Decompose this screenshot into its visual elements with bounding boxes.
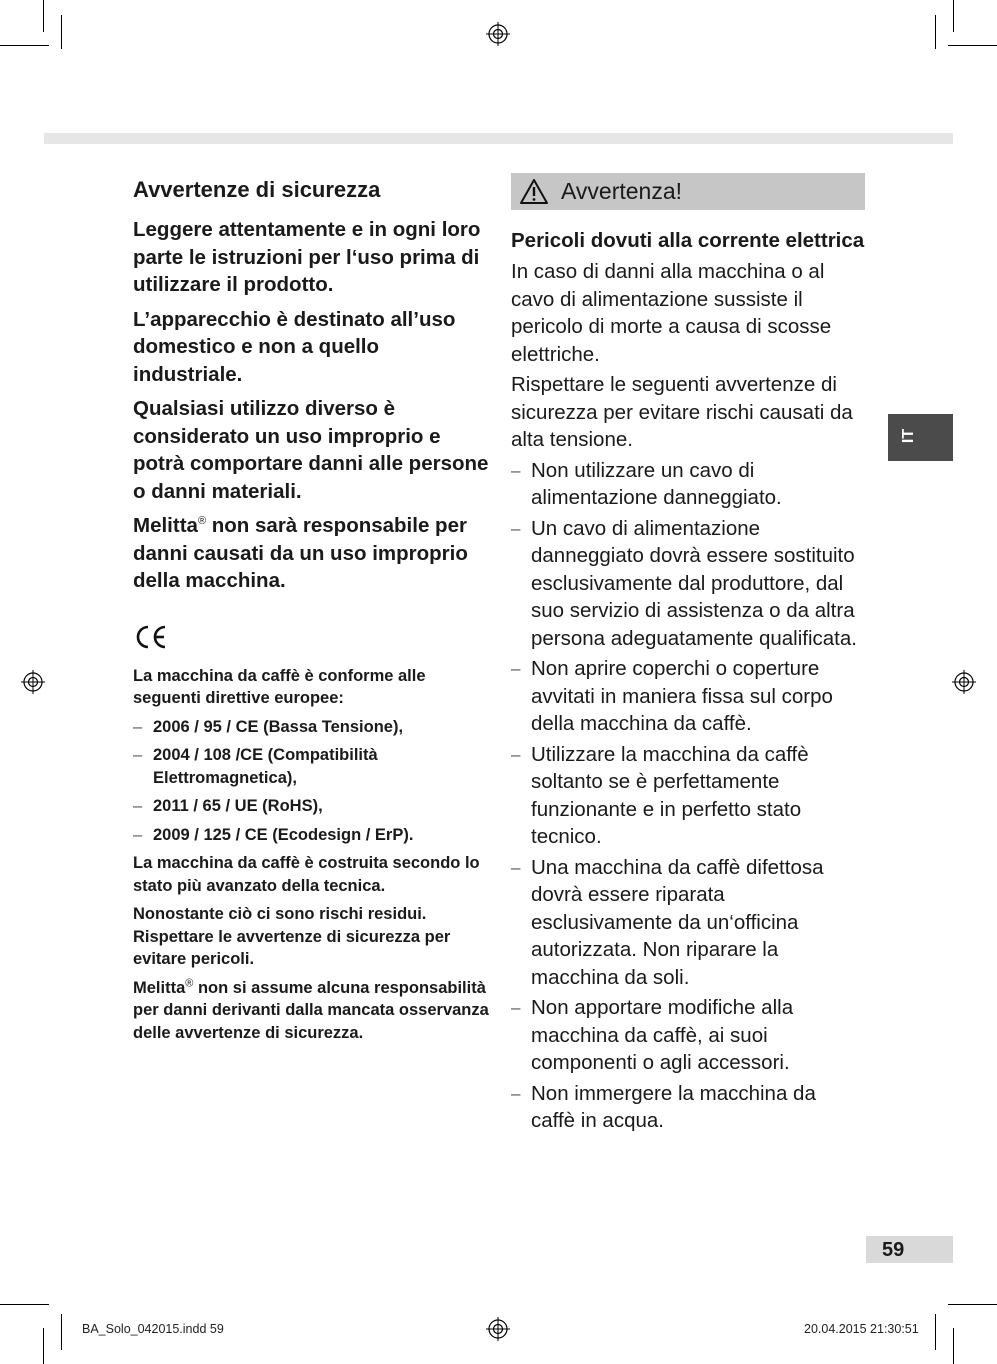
- registered-symbol: ®: [185, 977, 194, 989]
- residual-risk-text: Nonostante ciò ci sono rischi residui. Rispettare le avvertenze di sicurezza per evitare pericoli.: [133, 905, 451, 968]
- warning-item: – Non apportare modifiche alla macchina da caffè, ai suoi componenti o agli accessori.: [511, 994, 865, 1077]
- warning-box: [511, 173, 865, 210]
- footer-file: BA_Solo_042015.indd 59: [82, 1322, 224, 1336]
- directive-item: – 2006 / 95 / CE (Bassa Tensione),: [133, 716, 493, 739]
- warning-item: – Una macchina da caffè difettosa dovrà essere riparata esclusivamente da un‘officina autorizzata. Non riparare la macchina da soli.: [511, 854, 865, 992]
- lead-paragraph: Leggere attentamente e in ogni loro parte le istruzioni per l‘uso prima di utilizzare il prodotto.: [133, 218, 481, 296]
- warning-heading: Pericoli dovuti alla corrente elettrica: [511, 229, 865, 252]
- warning-list: [511, 457, 865, 1135]
- ce-mark-icon: [133, 623, 169, 651]
- built-text: La macchina da caffè è costruita secondo lo stato più avanzato della tecnica.: [133, 854, 480, 895]
- page-number-box: [866, 1236, 953, 1263]
- crop-mark: [935, 15, 936, 49]
- brand-name: Melitta: [133, 978, 186, 997]
- directive-list: [133, 716, 493, 847]
- brand-name: Melitta: [133, 514, 198, 537]
- crop-mark: [948, 45, 997, 46]
- directive-item: – 2011 / 65 / UE (RoHS),: [133, 795, 493, 818]
- warning-item: – Non utilizzare un cavo di alimentazione danneggiato.: [511, 457, 865, 512]
- warning-item: – Non aprire coperchi o coperture avvitati in maniera fissa sul corpo della macchina da caffè.: [511, 655, 865, 738]
- crop-mark: [43, 1328, 44, 1364]
- warning-title: Avvertenza!: [561, 178, 683, 204]
- language-tab: [888, 414, 953, 461]
- lead-paragraph: L’apparecchio è destinato all’uso domestico e non a quello industriale.: [133, 307, 456, 386]
- registration-mark-icon: [486, 1317, 510, 1341]
- conformity-section: [133, 665, 493, 1045]
- warning-column: [511, 173, 865, 1138]
- liability-text: [133, 977, 493, 1045]
- page-number: 59: [882, 1239, 905, 1261]
- header-bar: [44, 133, 953, 144]
- warning-item: – Utilizzare la macchina da caffè soltanto se è perfettamente funzionante e in perfetto stato tecnico.: [511, 741, 865, 851]
- warning-item: – Un cavo di alimentazione danneggiato dovrà essere sostituito esclusivamente dal produttore, dal suo servizio di assistenza o da altra persona adeguatamente qualificata.: [511, 515, 865, 653]
- footer-timestamp: 20.04.2015 21:30:51: [804, 1322, 919, 1336]
- lead-paragraphs: [133, 216, 493, 595]
- conformity-intro: La macchina da caffè è conforme alle seguenti direttive europee:: [133, 666, 426, 707]
- lead-paragraph-melitta: [133, 512, 493, 595]
- registered-symbol: ®: [197, 515, 207, 528]
- registration-mark-icon: [486, 22, 510, 46]
- crop-mark: [953, 0, 954, 32]
- safety-notes-column: [133, 176, 493, 1050]
- crop-mark: [953, 1328, 954, 1364]
- lead-melitta-text: non sarà responsabile per danni causati da un uso improprio della macchina.: [133, 514, 468, 592]
- language-code: IT: [900, 428, 918, 444]
- warning-paragraph: In caso di danni alla macchina o al cavo di alimentazione sussiste il pericolo di morte a causa di scosse elettriche.: [511, 260, 832, 366]
- directive-item: – 2009 / 125 / CE (Ecodesign / ErP).: [133, 824, 493, 847]
- liability-body: non si assume alcuna responsabilità per danni derivanti dalla mancata osservanza delle avvertenze di sicurezza.: [133, 978, 489, 1042]
- lead-paragraph: Qualsiasi utilizzo diverso è considerato un uso improprio e potrà comportare danni alle persone o danni materiali.: [133, 397, 489, 503]
- crop-mark: [61, 15, 62, 49]
- crop-mark: [0, 45, 49, 46]
- directive-item: – 2004 / 108 /CE (Compatibilità Elettromagnetica),: [133, 744, 493, 789]
- crop-mark: [61, 1314, 62, 1350]
- crop-mark: [948, 1304, 997, 1305]
- warning-paragraph: Rispettare le seguenti avvertenze di sicurezza per evitare rischi causati da alta tensione.: [511, 373, 853, 451]
- section-title: Avvertenze di sicurezza: [133, 177, 381, 202]
- warning-triangle-icon: [519, 178, 549, 205]
- warning-item: – Non immergere la macchina da caffè in acqua.: [511, 1080, 865, 1135]
- registration-mark-icon: [21, 670, 45, 694]
- registration-mark-icon: [952, 670, 976, 694]
- crop-mark: [0, 1304, 49, 1305]
- crop-mark: [43, 0, 44, 32]
- crop-mark: [935, 1314, 936, 1350]
